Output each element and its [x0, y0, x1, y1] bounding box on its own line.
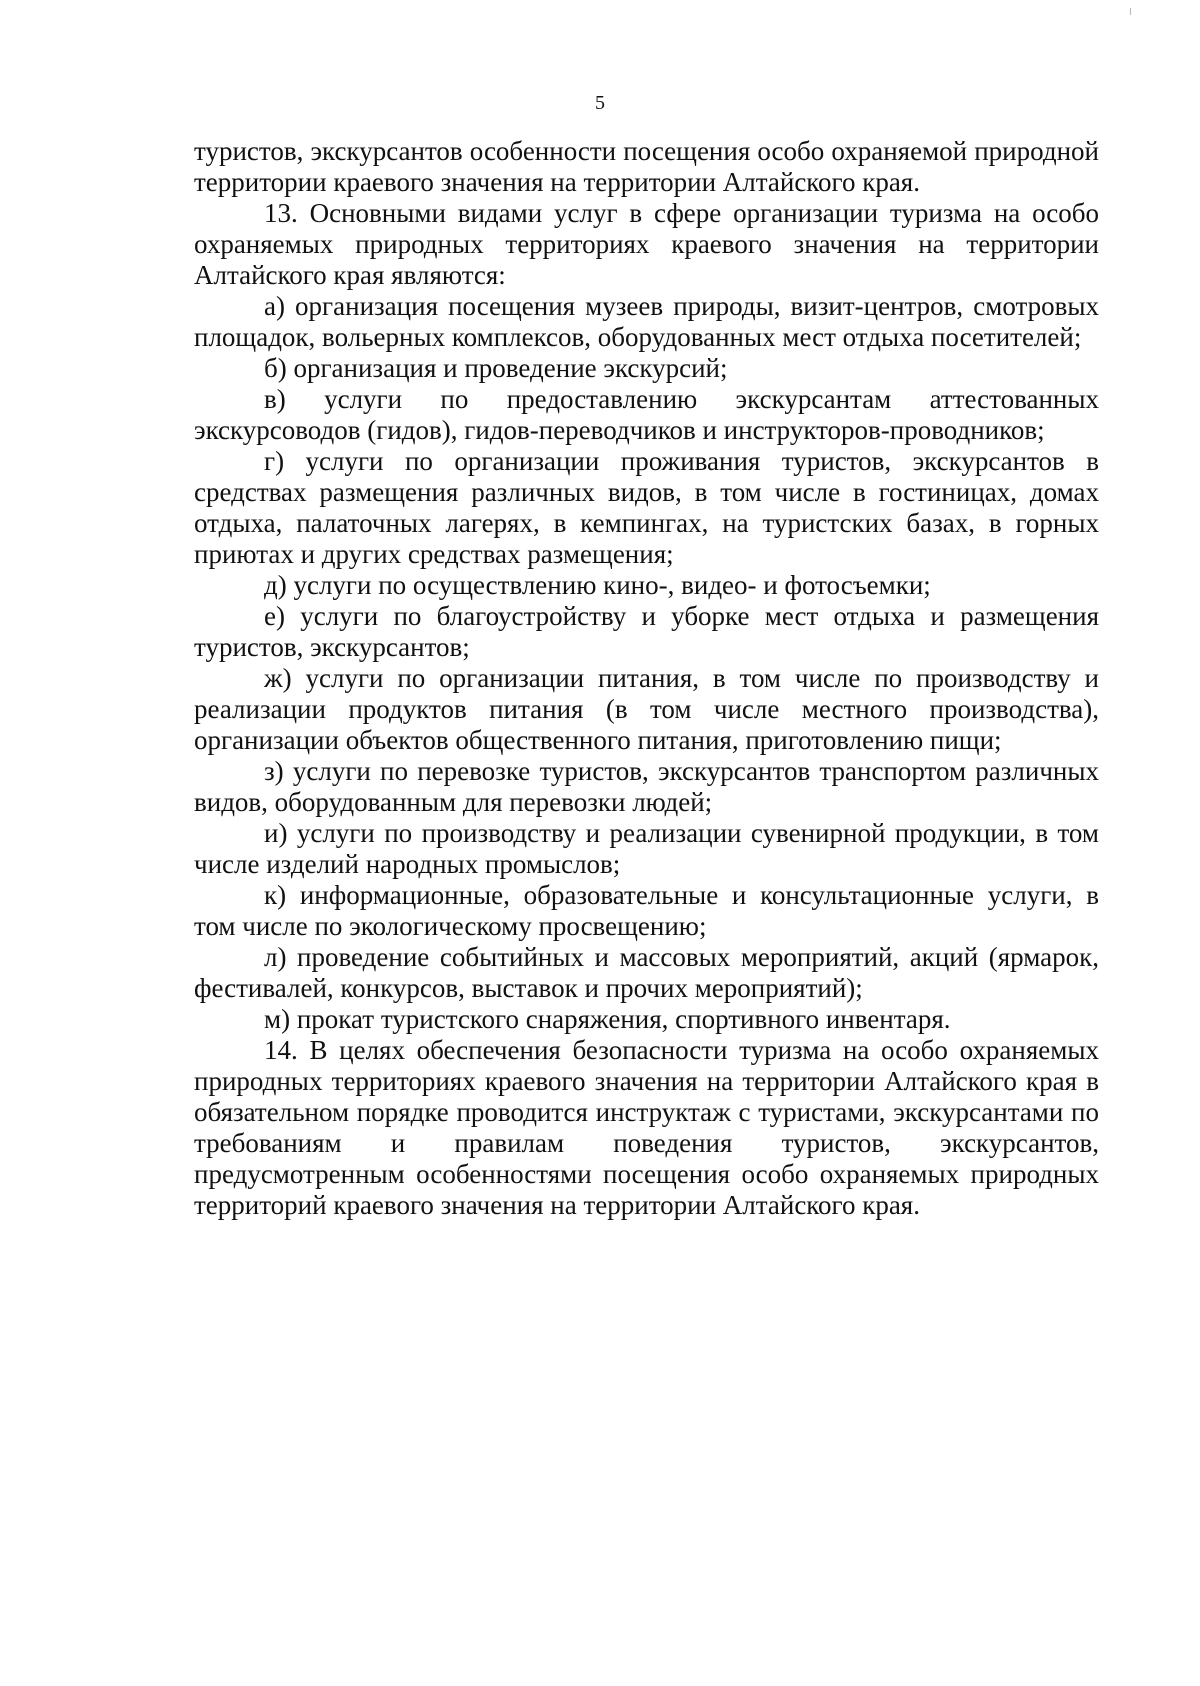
page-number: 5	[595, 92, 605, 114]
paragraph-continuation: туристов, экскурсантов особенности посещения особо охраняемой природной территории краевого значения на территории Алтайского края.	[194, 136, 1099, 197]
list-item-13-i: и) услуги по производству и реализации сувенирной продукции, в том числе изделий народных промыслов;	[194, 818, 1099, 879]
list-item-13-z: з) услуги по перевозке туристов, экскурсантов транспортом различных видов, оборудованным для перевозки людей;	[194, 756, 1099, 817]
list-item-13-e: е) услуги по благоустройству и уборке мест отдыха и размещения туристов, экскурсантов;	[194, 601, 1099, 662]
list-item-13-l: л) проведение событийных и массовых мероприятий, акций (ярмарок, фестивалей, конкурсов, выставок и прочих мероприятий);	[194, 942, 1099, 1003]
list-item-13-m: м) прокат туристского снаряжения, спортивного инвентаря.	[264, 1004, 951, 1034]
list-item-13-a: а) организация посещения музеев природы, визит-центров, смотровых площадок, вольерных комплексов, оборудованных мест отдыха посетителей;	[194, 291, 1099, 352]
scan-artifact-mark	[1130, 8, 1131, 15]
paragraph-item-14: 14. В целях обеспечения безопасности туризма на особо охраняемых природных территориях краевого значения на территории Алтайского края в обязательном порядке проводится инструктаж с туристами, экскурсантами по требованиям и правилам поведения туристов, экскурсантов, предусмотренным особенностями посещения особо охраняемых природных территорий краевого значения на территории Алтайского края.	[194, 1035, 1099, 1220]
list-item-13-k: к) информационные, образовательные и консультационные услуги, в том числе по экологическому просвещению;	[194, 880, 1099, 941]
list-item-13-b: б) организация и проведение экскурсий;	[264, 353, 728, 383]
list-item-13-v: в) услуги по предоставлению экскурсантам аттестованных экскурсоводов (гидов), гидов-переводчиков и инструкторов-проводников;	[194, 384, 1099, 445]
list-item-13-zh: ж) услуги по организации питания, в том числе по производству и реализации продуктов питания (в том числе местного производства), организации объектов общественного питания, приготовлению пищи;	[194, 663, 1099, 755]
paragraph-item-13: 13. Основными видами услуг в сфере организации туризма на особо охраняемых природных территориях краевого значения на территории Алтайского края являются:	[194, 198, 1099, 290]
list-item-13-g: г) услуги по организации проживания туристов, экскурсантов в средствах размещения различных видов, в том числе в гостиницах, домах отдыха, палаточных лагерях, в кемпингах, на туристских базах, в горных приютах и других средствах размещения;	[194, 446, 1099, 569]
document-body	[194, 136, 1099, 1221]
list-item-13-d: д) услуги по осуществлению кино-, видео- и фотосъемки;	[264, 570, 931, 600]
